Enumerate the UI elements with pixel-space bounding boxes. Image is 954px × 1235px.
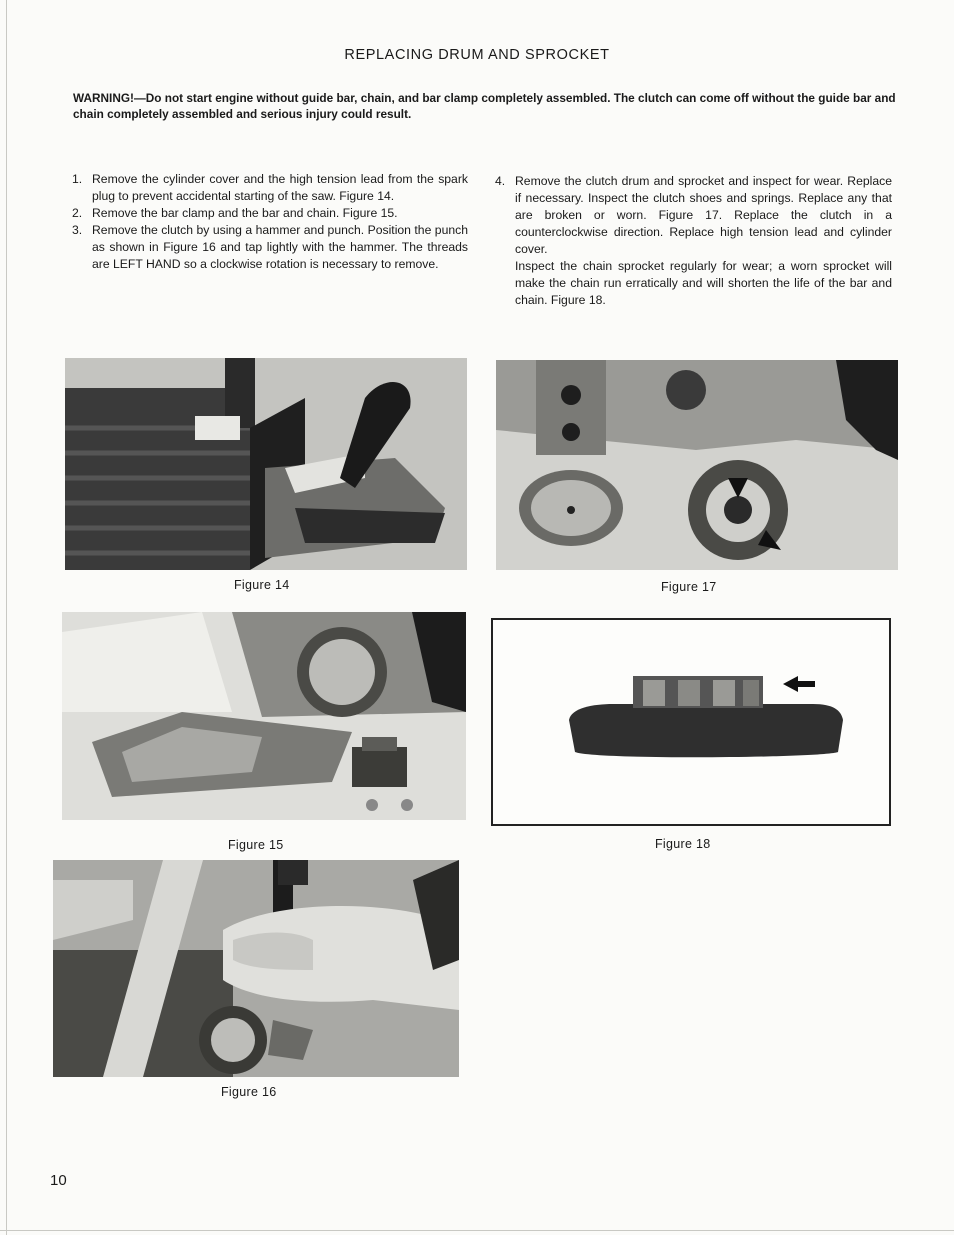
figure-16-photo bbox=[53, 860, 459, 1077]
page-edge bbox=[6, 0, 7, 1235]
figure-14-caption: Figure 14 bbox=[234, 578, 290, 592]
instructions-left-column bbox=[72, 171, 468, 273]
warning-text: WARNING!—Do not start engine without guide bar, chain, and bar clamp completely assembled. The clutch can come off without the guide bar and chain completely assembled and serious injury could result. bbox=[73, 91, 896, 121]
instructions-right-column bbox=[495, 173, 892, 309]
step-number: 3. bbox=[72, 223, 83, 237]
step-4 bbox=[495, 173, 892, 258]
step-2 bbox=[72, 205, 468, 222]
figure-17-photo bbox=[496, 360, 898, 570]
step-text: Remove the cylinder cover and the high tension lead from the spark plug to prevent accidental starting of the saw. Figure 14. bbox=[92, 172, 468, 203]
figure-18-frame bbox=[491, 618, 891, 826]
step-number: 1. bbox=[72, 172, 83, 186]
figure-18-caption: Figure 18 bbox=[655, 837, 711, 851]
step-text: Remove the clutch drum and sprocket and inspect for wear. Replace if necessary. Inspect the clutch shoes and springs. Replace any that are broken or worn. Figure 17. Replace the clutch in a counterclockwise direction. Replace high tension lead and cylinder cover. bbox=[515, 174, 892, 256]
page-number: 10 bbox=[50, 1172, 67, 1189]
step-number: 4. bbox=[495, 174, 506, 188]
step-1 bbox=[72, 171, 468, 205]
figure-14-photo bbox=[65, 358, 467, 570]
sprocket-inspection-note: Inspect the chain sprocket regularly for wear; a worn sprocket will make the chain run erratically and will shorten the life of the bar and chain. Figure 18. bbox=[515, 259, 892, 307]
step-3 bbox=[72, 222, 468, 273]
figure-16-caption: Figure 16 bbox=[221, 1085, 277, 1099]
figure-15-caption: Figure 15 bbox=[228, 838, 284, 852]
step-text: Remove the clutch by using a hammer and punch. Position the punch as shown in Figure 16 and tap lightly with the hammer. The threads are LEFT HAND so a clockwise rotation is necessary to remove. bbox=[92, 223, 468, 271]
step-text: Remove the bar clamp and the bar and chain. Figure 15. bbox=[92, 206, 398, 220]
arrow-left-icon bbox=[783, 676, 815, 692]
page-heading: REPLACING DRUM AND SPROCKET bbox=[344, 47, 610, 63]
sprocket-drum-illustration bbox=[493, 620, 889, 824]
figure-15-photo bbox=[62, 612, 466, 820]
figure-17-caption: Figure 17 bbox=[661, 580, 717, 594]
step-number: 2. bbox=[72, 206, 83, 220]
page-bottom-edge bbox=[0, 1230, 954, 1231]
